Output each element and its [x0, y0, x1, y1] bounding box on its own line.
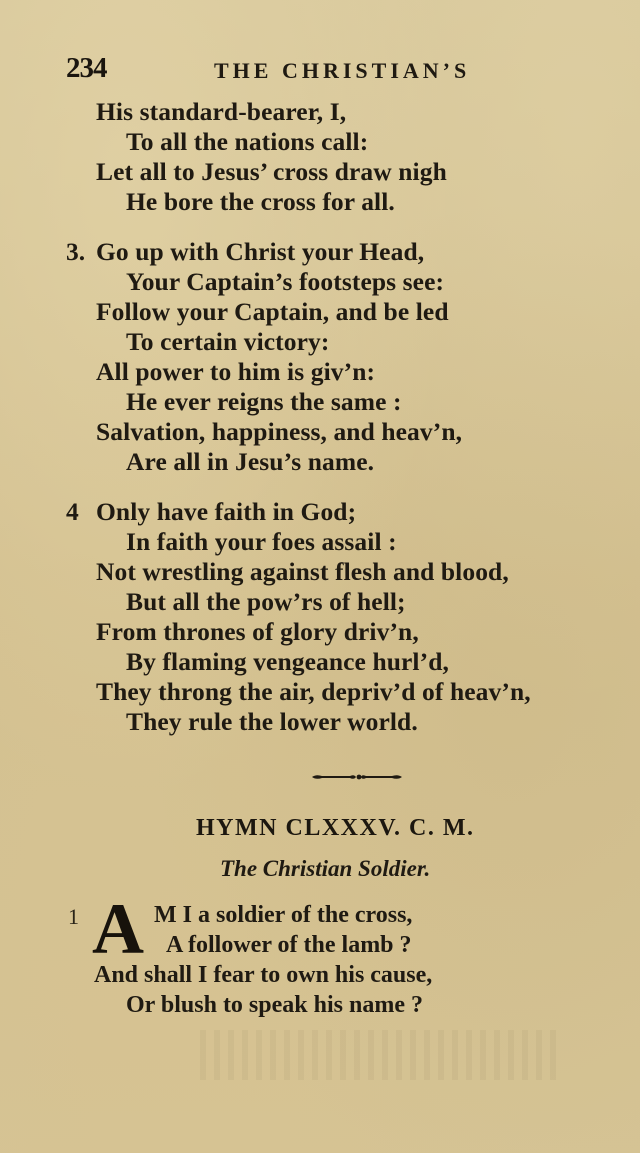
hymn-subtitle: The Christian Soldier.: [220, 856, 431, 881]
verse-line: He bore the cross for all.: [126, 187, 395, 216]
ornament-divider-icon: [310, 772, 404, 782]
verse-line: To all the nations call:: [126, 127, 369, 156]
verse-line: All power to him is giv’n:: [96, 357, 376, 386]
stanza-number: 1: [68, 904, 79, 929]
verse-line: Let all to Jesus’ cross draw nigh: [96, 157, 447, 186]
drop-cap: A: [92, 889, 144, 969]
verse-line: Or blush to speak his name ?: [126, 992, 423, 1018]
verse-line: They throng the air, depriv’d of heav’n,: [96, 677, 531, 706]
verse-line: Follow your Captain, and be led: [96, 297, 449, 326]
verse-line: M I a soldier of the cross,: [154, 902, 413, 928]
verse-line: A follower of the lamb ?: [166, 932, 412, 958]
verse-line: Only have faith in God;: [96, 497, 357, 526]
verse-line: Not wrestling against flesh and blood,: [96, 557, 509, 586]
verse-line: In faith your foes assail :: [126, 527, 397, 556]
stanza-number: 4: [66, 497, 79, 526]
verse-line: They rule the lower world.: [126, 707, 418, 736]
verse-line: To certain victory:: [126, 327, 330, 356]
verse-line: Are all in Jesu’s name.: [126, 447, 375, 476]
hymn-title: HYMN CLXXXV. C. M.: [196, 815, 475, 841]
verse-line: His standard-bearer, I,: [96, 97, 347, 126]
verse-line: And shall I fear to own his cause,: [94, 962, 433, 988]
verse-line: By flaming vengeance hurl’d,: [126, 647, 449, 676]
verse-line: Your Captain’s footsteps see:: [126, 267, 445, 296]
page-number: 234: [66, 52, 107, 84]
paper-show-through: [200, 1030, 560, 1080]
stanza-number: 3.: [66, 237, 86, 266]
running-title: THE CHRISTIAN’S: [214, 58, 471, 83]
verse-line: Salvation, happiness, and heav’n,: [96, 417, 463, 446]
running-head: [66, 52, 506, 86]
verse-line: Go up with Christ your Head,: [96, 237, 425, 266]
verse-line: From thrones of glory driv’n,: [96, 617, 419, 646]
verse-line: But all the pow’rs of hell;: [126, 587, 406, 616]
verse-line: He ever reigns the same :: [126, 387, 402, 416]
